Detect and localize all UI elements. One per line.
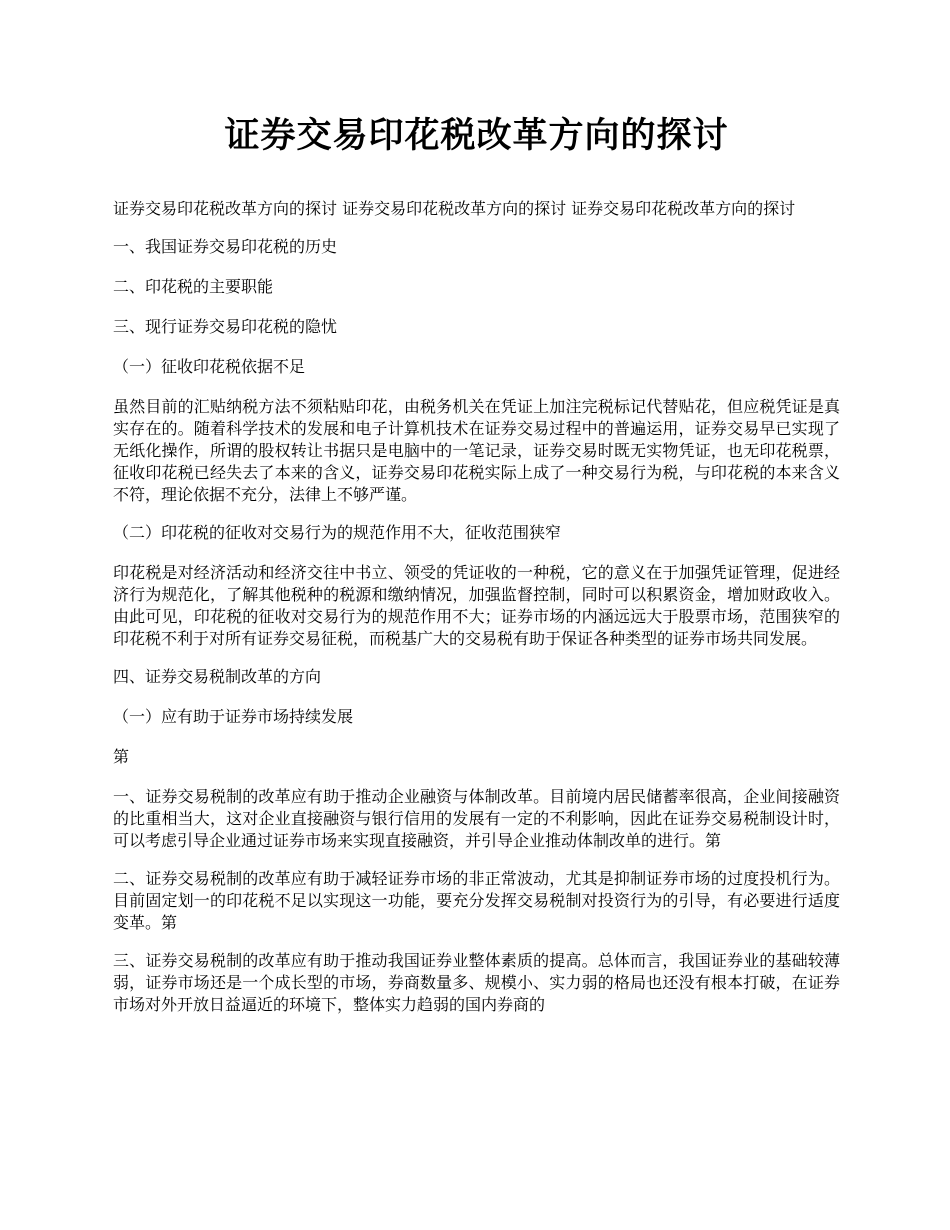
section-heading-concerns: 三、现行证券交易印花税的隐忧 [113, 317, 338, 336]
paragraph-point-two: 二、证券交易税制的改革应有助于减轻证券市场的非正常波动，尤其是抑制证券市场的过度投机行为。目前固定划一的印花税不足以实现这一功能，要充分发挥交易税制对投资行为的引导，有必要进行适度变革。第 [113, 869, 840, 932]
paragraph-basis: 虽然目前的汇贴纳税方法不须粘贴印花，由税务机关在凭证上加注完税标记代替贴花，但应税凭证是真实存在的。随着科学技术的发展和电子计算机技术在证券交易过程中的普遍运用，证券交易早已实现了无纸化操作，所谓的股权转让书据只是电脑中的一笔记录，证券交易时既无实物凭证，也无印花税票，征收印花税已经失去了本来的含义，证券交易印花税实际上成了一种交易行为税，与印花税的本来含义不符，理论依据不充分，法律上不够严谨。 [113, 397, 840, 504]
document-page [113, 108, 840, 1032]
document-title: 证券交易印花税改革方向的探讨 [224, 115, 729, 156]
ordinal-marker: 第 [113, 747, 130, 766]
section-heading-reform: 四、证券交易税制改革的方向 [113, 667, 322, 686]
subsection-heading-scope: （二）印花税的征收对交易行为的规范作用不大，征收范围狭窄 [113, 523, 562, 542]
paragraph-point-three: 三、证券交易税制的改革应有助于推动我国证券业整体素质的提高。总体而言，我国证券业的基础较薄弱，证券市场还是一个成长型的市场，券商数量多、规模小、实力弱的格局也还没有根本打破，在证券市场对外开放日益逼近的环境下，整体实力趋弱的国内券商的 [113, 951, 840, 1014]
section-heading-history: 一、我国证券交易印花税的历史 [113, 237, 338, 256]
subsection-heading-basis: （一）征收印花税依据不足 [113, 357, 306, 376]
intro-paragraph: 证券交易印花税改革方向的探讨 证券交易印花税改革方向的探讨 证券交易印花税改革方向的探讨 [113, 199, 796, 218]
section-heading-functions: 二、印花税的主要职能 [113, 277, 274, 296]
paragraph-scope: 印花税是对经济活动和经济交往中书立、领受的凭证收的一种税，它的意义在于加强凭证管理，促进经济行为规范化，了解其他税种的税源和缴纳情况，加强监督控制，同时可以积累资金，增加财政收入。由此可见，印花税的征收对交易行为的规范作用不大；证券市场的内涵远远大于股票市场，范围狭窄的印花税不利于对所有证券交易征税，而税基广大的交易税有助于保证各种类型的证券市场共同发展。 [113, 563, 840, 648]
paragraph-point-one: 一、证券交易税制的改革应有助于推动企业融资与体制改革。目前境内居民储蓄率很高，企业间接融资的比重相当大，这对企业直接融资与银行信用的发展有一定的不利影响，因此在证券交易税制设计时，可以考虑引导企业通过证券市场来实现直接融资，并引导企业推动体制改单的进行。第 [113, 787, 840, 850]
subsection-heading-development: （一）应有助于证券市场持续发展 [113, 707, 354, 726]
